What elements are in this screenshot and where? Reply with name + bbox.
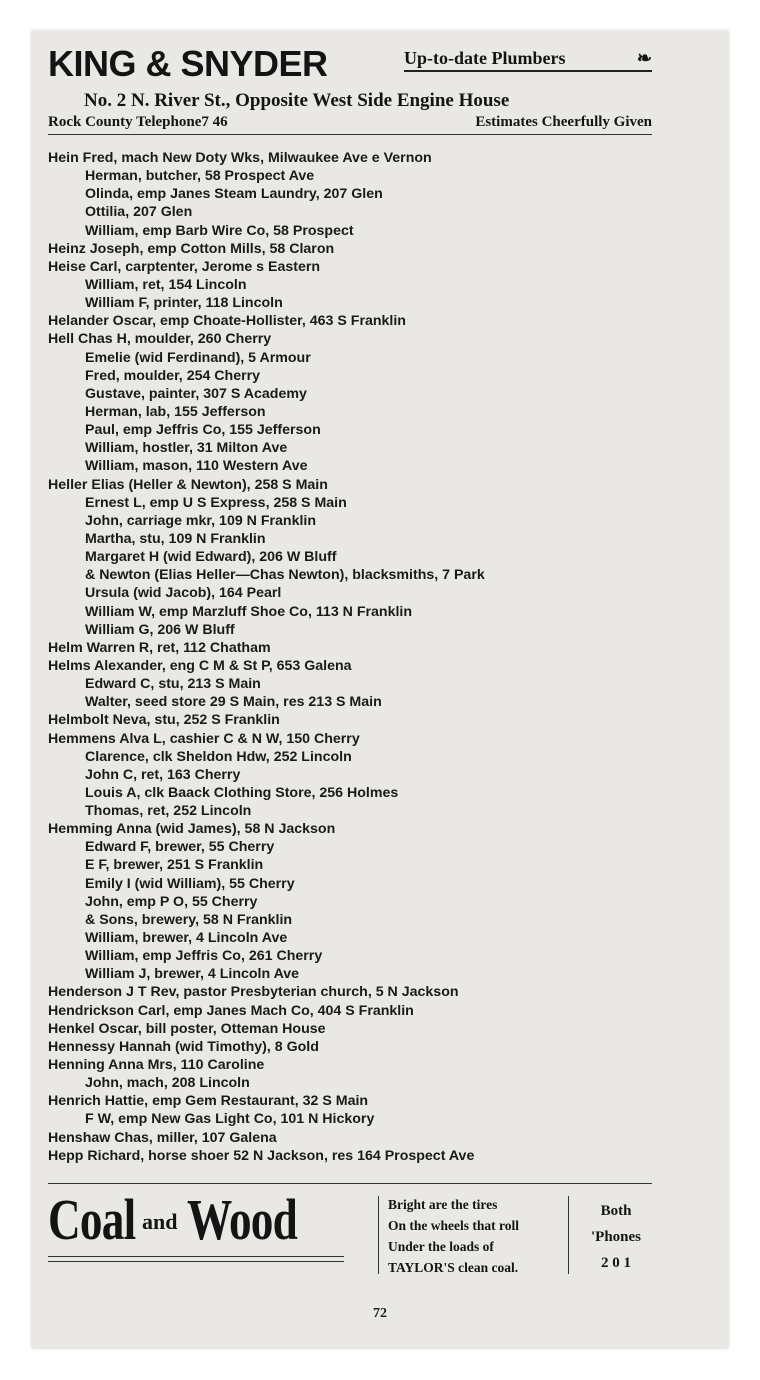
directory-entry: Heinz Joseph, emp Cotton Mills, 58 Claron xyxy=(48,240,335,257)
directory-subentry: F W, emp New Gas Light Co, 101 N Hickory xyxy=(85,1111,375,1128)
coal-word: Coal xyxy=(48,1187,136,1252)
directory-subentry: John, emp P O, 55 Cherry xyxy=(85,893,258,910)
directory-subentry: John, mach, 208 Lincoln xyxy=(85,1075,250,1092)
poem-line: Under the loads of xyxy=(388,1239,494,1254)
directory-entry: Hemmens Alva L, cashier C & N W, 150 Cherry xyxy=(48,730,360,747)
directory-subentry: William, mason, 110 Western Ave xyxy=(85,458,308,475)
fleuron-icon: ❧ xyxy=(636,48,652,68)
and-word: and xyxy=(142,1209,178,1234)
directory-subentry: Gustave, painter, 307 S Academy xyxy=(85,385,307,402)
poem-line: TAYLOR'S clean coal. xyxy=(388,1260,519,1275)
directory-entry: Henkel Oscar, bill poster, Otteman House xyxy=(48,1020,326,1037)
directory-entry: Heise Carl, carptenter, Jerome s Eastern xyxy=(48,258,321,275)
heading-underline xyxy=(48,1256,344,1262)
directory-entry: Helmbolt Neva, stu, 252 S Franklin xyxy=(48,712,280,729)
phone-number: 2 0 1 xyxy=(601,1255,631,1271)
directory-entry: Heller Elias (Heller & Newton), 258 S Main xyxy=(48,476,328,493)
directory-subentry: E F, brewer, 251 S Franklin xyxy=(85,857,264,874)
directory-entry: Helm Warren R, ret, 112 Chatham xyxy=(48,639,271,656)
directory-subentry: Ursula (wid Jacob), 164 Pearl xyxy=(85,585,282,602)
directory-subentry: & Sons, brewery, 58 N Franklin xyxy=(85,911,293,928)
directory-subentry: Edward F, brewer, 55 Cherry xyxy=(85,839,275,856)
directory-entry: Helms Alexander, eng C M & St P, 653 Galena xyxy=(48,657,352,674)
directory-subentry: Ernest L, emp U S Express, 258 S Main xyxy=(85,494,347,511)
directory-subentry: Emelie (wid Ferdinand), 5 Armour xyxy=(85,349,311,366)
directory-entry: Hendrickson Carl, emp Janes Mach Co, 404 S Franklin xyxy=(48,1002,414,1019)
directory-entry: Henning Anna Mrs, 110 Caroline xyxy=(48,1057,265,1074)
directory-subentry: John C, ret, 163 Cherry xyxy=(85,766,241,783)
directory-subentry: Emily I (wid William), 55 Cherry xyxy=(85,875,295,892)
directory-subentry: Thomas, ret, 252 Lincoln xyxy=(85,803,252,820)
directory-subentry: Martha, stu, 109 N Franklin xyxy=(85,530,266,547)
directory-entry: Hell Chas H, moulder, 260 Cherry xyxy=(48,331,272,348)
directory-subentry: Olinda, emp Janes Steam Laundry, 207 Glen xyxy=(85,186,383,203)
phones-line: Both xyxy=(600,1203,632,1219)
poem-line: Bright are the tires xyxy=(388,1197,498,1212)
directory-subentry: Louis A, clk Baack Clothing Store, 256 Holmes xyxy=(85,784,399,801)
poem-line: On the wheels that roll xyxy=(388,1218,519,1233)
directory-subentry: William G, 206 W Bluff xyxy=(85,621,235,638)
directory-subentry: Clarence, clk Sheldon Hdw, 252 Lincoln xyxy=(85,748,352,765)
directory-subentry: Walter, seed store 29 S Main, res 213 S Main xyxy=(85,694,382,711)
directory-subentry: & Newton (Elias Heller—Chas Newton), blacksmiths, 7 Park xyxy=(85,567,485,584)
directory-entry: Hein Fred, mach New Doty Wks, Milwaukee Ave e Vernon xyxy=(48,150,432,166)
directory-entry: Helander Oscar, emp Choate-Hollister, 463 S Franklin xyxy=(48,313,406,330)
coal-and-wood-heading xyxy=(48,1187,348,1260)
phones-info xyxy=(576,1198,656,1276)
tagline-text: Up-to-date Plumbers xyxy=(404,48,566,68)
directory-subentry: Fred, moulder, 254 Cherry xyxy=(85,367,261,384)
company-address: No. 2 N. River St., Opposite West Side Engine House xyxy=(84,90,510,111)
phones-line: 'Phones xyxy=(590,1229,641,1245)
divider-top xyxy=(48,134,652,135)
divider-bottom xyxy=(48,1183,652,1184)
ad-poem xyxy=(388,1194,564,1278)
directory-listing xyxy=(48,149,668,1165)
directory-subentry: Edward C, stu, 213 S Main xyxy=(85,676,261,693)
directory-subentry: John, carriage mkr, 109 N Franklin xyxy=(85,512,317,529)
directory-subentry: Margaret H (wid Edward), 206 W Bluff xyxy=(85,549,337,566)
directory-entry: Henrich Hattie, emp Gem Restaurant, 32 S Main xyxy=(48,1093,369,1110)
footer-advertisement xyxy=(48,1187,652,1275)
directory-entry: Henderson J T Rev, pastor Presbyterian church, 5 N Jackson xyxy=(48,984,459,1001)
directory-subentry: William, emp Jeffris Co, 261 Cherry xyxy=(85,948,323,965)
directory-subentry: Herman, butcher, 58 Prospect Ave xyxy=(85,168,315,185)
directory-entry: Hemming Anna (wid James), 58 N Jackson xyxy=(48,821,336,838)
directory-subentry: William F, printer, 118 Lincoln xyxy=(85,295,283,312)
directory-entry: Henshaw Chas, miller, 107 Galena xyxy=(48,1129,277,1146)
directory-subentry: Ottilia, 207 Glen xyxy=(85,204,193,221)
column-divider xyxy=(378,1196,379,1274)
tagline xyxy=(404,48,652,72)
telephone: Rock County Telephone7 46 xyxy=(48,114,228,130)
directory-entry: Hennessy Hannah (wid Timothy), 8 Gold xyxy=(48,1038,319,1055)
page-number: 72 xyxy=(373,1306,387,1321)
directory-subentry: Paul, emp Jeffris Co, 155 Jefferson xyxy=(85,422,321,439)
directory-subentry: Herman, lab, 155 Jefferson xyxy=(85,403,266,420)
estimates-note: Estimates Cheerfully Given xyxy=(475,114,652,130)
directory-subentry: William W, emp Marzluff Shoe Co, 113 N Franklin xyxy=(85,603,413,620)
directory-subentry: William, brewer, 4 Lincoln Ave xyxy=(85,930,288,947)
directory-subentry: William, hostler, 31 Milton Ave xyxy=(85,440,288,457)
directory-entry: Hepp Richard, horse shoer 52 N Jackson, res 164 Prospect Ave xyxy=(48,1147,475,1164)
company-name: KING & SNYDER xyxy=(48,43,328,84)
column-divider xyxy=(568,1196,569,1274)
directory-subentry: William, ret, 154 Lincoln xyxy=(85,276,247,293)
directory-subentry: William, emp Barb Wire Co, 58 Prospect xyxy=(85,222,354,239)
wood-word: Wood xyxy=(187,1187,298,1252)
directory-subentry: William J, brewer, 4 Lincoln Ave xyxy=(85,966,300,983)
